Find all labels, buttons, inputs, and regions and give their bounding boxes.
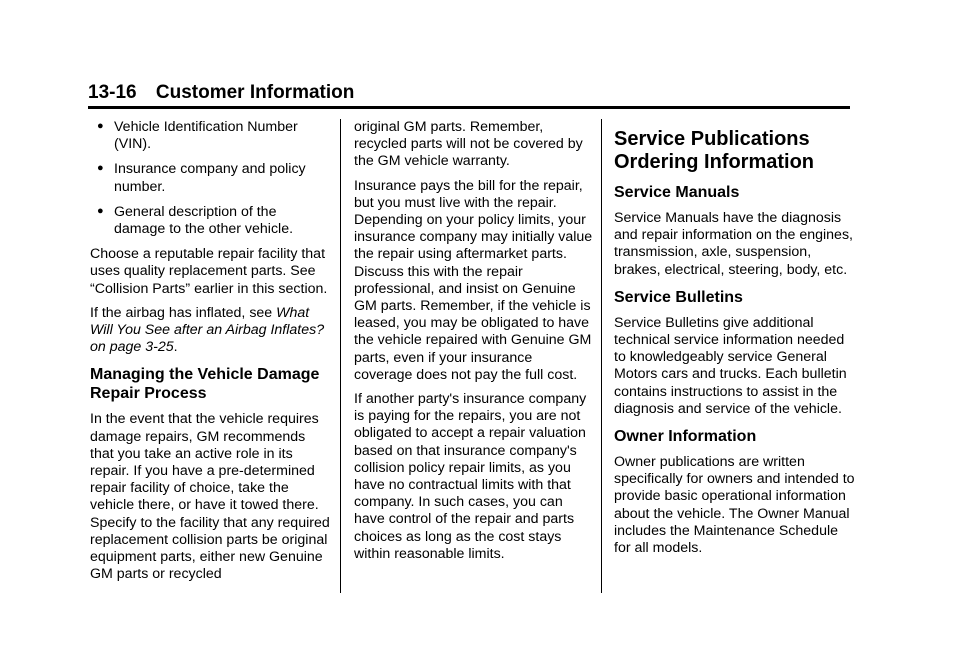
section-title: Customer Information	[155, 82, 355, 103]
page-number: 13-16	[88, 82, 137, 103]
list-item: ● General description of the damage to the other vehicle.	[97, 203, 294, 238]
bullet-icon: ●	[97, 120, 104, 132]
section-heading: Service Publications Ordering Information	[614, 128, 814, 173]
paragraph: Service Bulletins give additional technical service information needed to knowledgeably service General Motors cars and trucks. Each bulletin contains instructions to assist in the diagnosis and service of the vehicle.	[614, 314, 847, 417]
paragraph: Owner publications are written specifically for owners and intended to provide basic operational information about the vehicle. The Owner Manual includes the Maintenance Schedule for all models.	[614, 454, 855, 557]
list-item: ● Insurance company and policy number.	[97, 161, 306, 195]
paragraph: If the airbag has inflated, see What Will You See after an Airbag Inflates? on page 3-25.	[90, 304, 325, 356]
column-divider	[601, 119, 602, 593]
column-divider	[340, 119, 341, 593]
paragraph: If another party's insurance company is paying for the repairs, you are not obligated to accept a repair valuation based on that insurance company's collision policy repair limits, as you have no contractual limits with that company. In such cases, you can have control of the repair and parts choices as long as the cost stays within reasonable limits.	[354, 391, 587, 562]
paragraph: In the event that the vehicle requires damage repairs, GM recommends that you take an active role in its repair. If you have a pre-determined repair facility of choice, take the vehicle there, or have it towed there. Specify to the facility that any required replacement collision parts be original equipment parts, either new Genuine GM parts or recycled	[90, 411, 330, 583]
column-2	[354, 119, 594, 570]
subsection-heading: Service Manuals	[614, 184, 740, 201]
paragraph: Insurance pays the bill for the repair, but you must live with the repair. Depending on your policy limits, your insurance company may initially value the repair using aftermarket parts. Discuss this with the repair professional, and insist on Genuine GM parts. Remember, if the vehicle is leased, you may be obligated to have the vehicle repaired with Genuine GM parts, even if your insurance coverage does not pay the full cost.	[354, 177, 593, 383]
page-header	[88, 80, 850, 109]
paragraph: original GM parts. Remember, recycled parts will not be covered by the GM vehicle warranty.	[354, 119, 583, 170]
subsection-heading: Service Bulletins	[614, 288, 743, 306]
paragraph: Service Manuals have the diagnosis and repair information on the engines, transmission, axle, suspension, brakes, electrical, steering, body, etc.	[614, 210, 853, 278]
paragraph: Choose a reputable repair facility that uses quality replacement parts. See “Collision Parts” earlier in this section.	[90, 246, 328, 297]
list-item: ● Vehicle Identification Number (VIN).	[97, 119, 298, 153]
bullet-icon: ●	[97, 204, 104, 217]
column-3	[614, 119, 858, 564]
column-1	[90, 119, 330, 590]
cross-reference-link[interactable]: What Will You See after an Airbag Inflates? on page 3-25	[90, 304, 325, 356]
subsection-heading: Owner Information	[614, 428, 757, 446]
bullet-icon: ●	[97, 162, 104, 175]
subsection-heading: Managing the Vehicle Damage Repair Process	[90, 366, 320, 403]
